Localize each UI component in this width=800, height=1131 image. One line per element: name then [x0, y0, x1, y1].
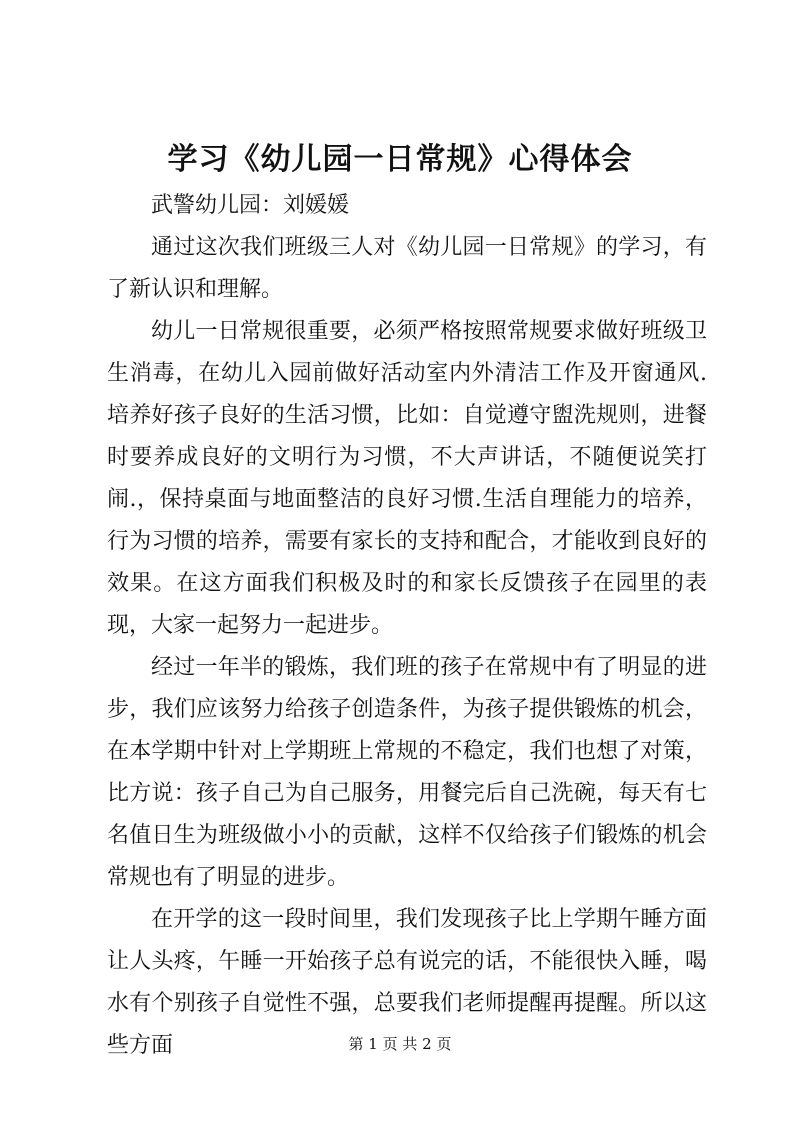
paragraph-4: 在开学的这一段时间里，我们发现孩子比上学期午睡方面让人头疼，午睡一开始孩子总有说完的话，不能很快入睡，喝水有个别孩子自觉性不强，总要我们老师提醒再提醒。所以这些方面 — [107, 907, 707, 1058]
author-line: 武警幼儿园：刘媛媛 — [151, 193, 350, 218]
paragraph-1: 通过这次我们班级三人对《幼儿园一日常规》的学习，有了新认识和理解。 — [107, 235, 707, 302]
paragraph-3: 经过一年半的锻炼，我们班的孩子在常规中有了明显的进步，我们应该努力给孩子创造条件，为孩子提供锻炼的机会，在本学期中针对上学期班上常规的不稳定，我们也想了对策，比方说：孩子自己为自己服务，用餐完后自己洗碗，每天有七名值日生为班级做小小的贡献，这样不仅给孩子们锻炼的机会常规也有了明显的进步。 — [107, 655, 707, 890]
page-footer: 第 1 页 共 2 页 — [348, 1035, 452, 1053]
paragraph-2: 幼儿一日常规很重要，必须严格按照常规要求做好班级卫生消毒，在幼儿入园前做好活动室内外清洁工作及开窗通风.培养好孩子良好的生活习惯，比如：自觉遵守盥洗规则，进餐时要养成良好的文明行为习惯，不大声讲话，不随便说笑打闹.，保持桌面与地面整洁的良好习惯.生活自理能力的培养，行为习惯的培养，需要有家长的支持和配合，才能收到良好的效果。在这方面我们积极及时的和家长反馈孩子在园里的表现，大家一起努力一起进步。 — [107, 319, 707, 638]
document-body — [107, 185, 707, 1067]
document-title: 学习《幼儿园一日常规》心得体会 — [167, 142, 633, 177]
